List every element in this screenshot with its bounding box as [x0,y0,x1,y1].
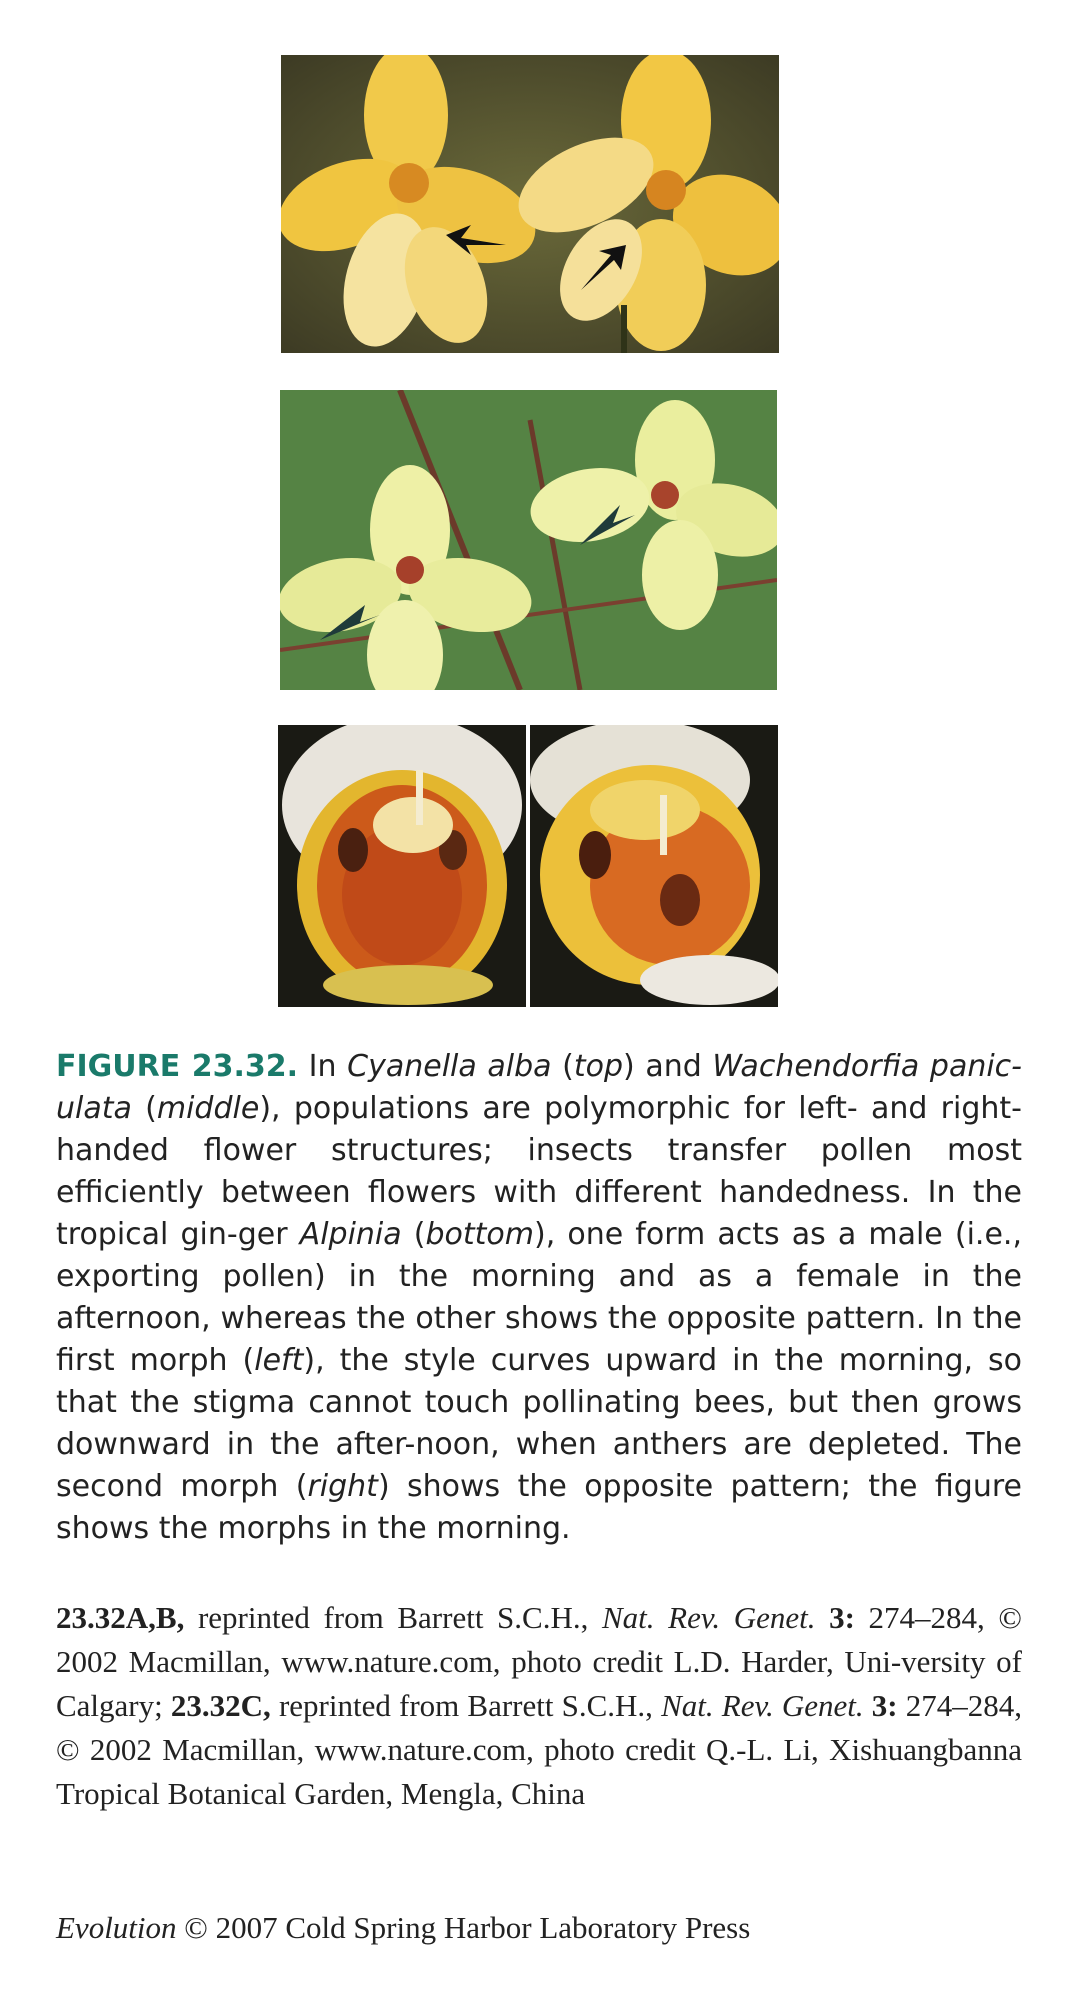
photo-top-cyanella [281,55,779,353]
photo-bottom-right-alpinia [530,725,778,1007]
photo-credits: 23.32A,B, reprinted from Barrett S.C.H., Nat. Rev. Genet. 3: 274–284, © 2002 Macmillan, www.nature.com, photo credit L.D. Harder, Uni-versity of Calgary; 23.32C, reprinted from Barrett S.C.H., Nat. Rev. Genet. 3: 274–284, © 2002 Macmillan, www.nature.com, photo credit Q.-L. Li, Xishuangbanna Tropical Botanical Garden, Mengla, China [56,1600,1023,1811]
figure-label: FIGURE 23.32. [56,1049,299,1084]
copyright-footer: Evolution © 2007 Cold Spring Harbor Laboratory Press [56,1910,751,1945]
photo-bottom-left-alpinia [278,725,526,1007]
photo-middle-wachendorfia [280,390,777,690]
figure-caption: FIGURE 23.32. In Cyanella alba (top) and Wachendorfia panic-ulata (middle), populations are polymorphic for left- and right-handed flower structures; insects transfer pollen most efficiently between flowers with different handedness. In the tropical gin-ger Alpinia (bottom), one form acts as a male (i.e., exporting pollen) in the morning and as a female in the afternoon, whereas the other shows the opposite pattern. In the first morph (left), the style curves upward in the morning, so that the stigma cannot touch pollinating bees, but then grows downward in the after-noon, when anthers are depleted. The second morph (right) shows the opposite pattern; the figure shows the morphs in the morning. [56,1049,1022,1546]
